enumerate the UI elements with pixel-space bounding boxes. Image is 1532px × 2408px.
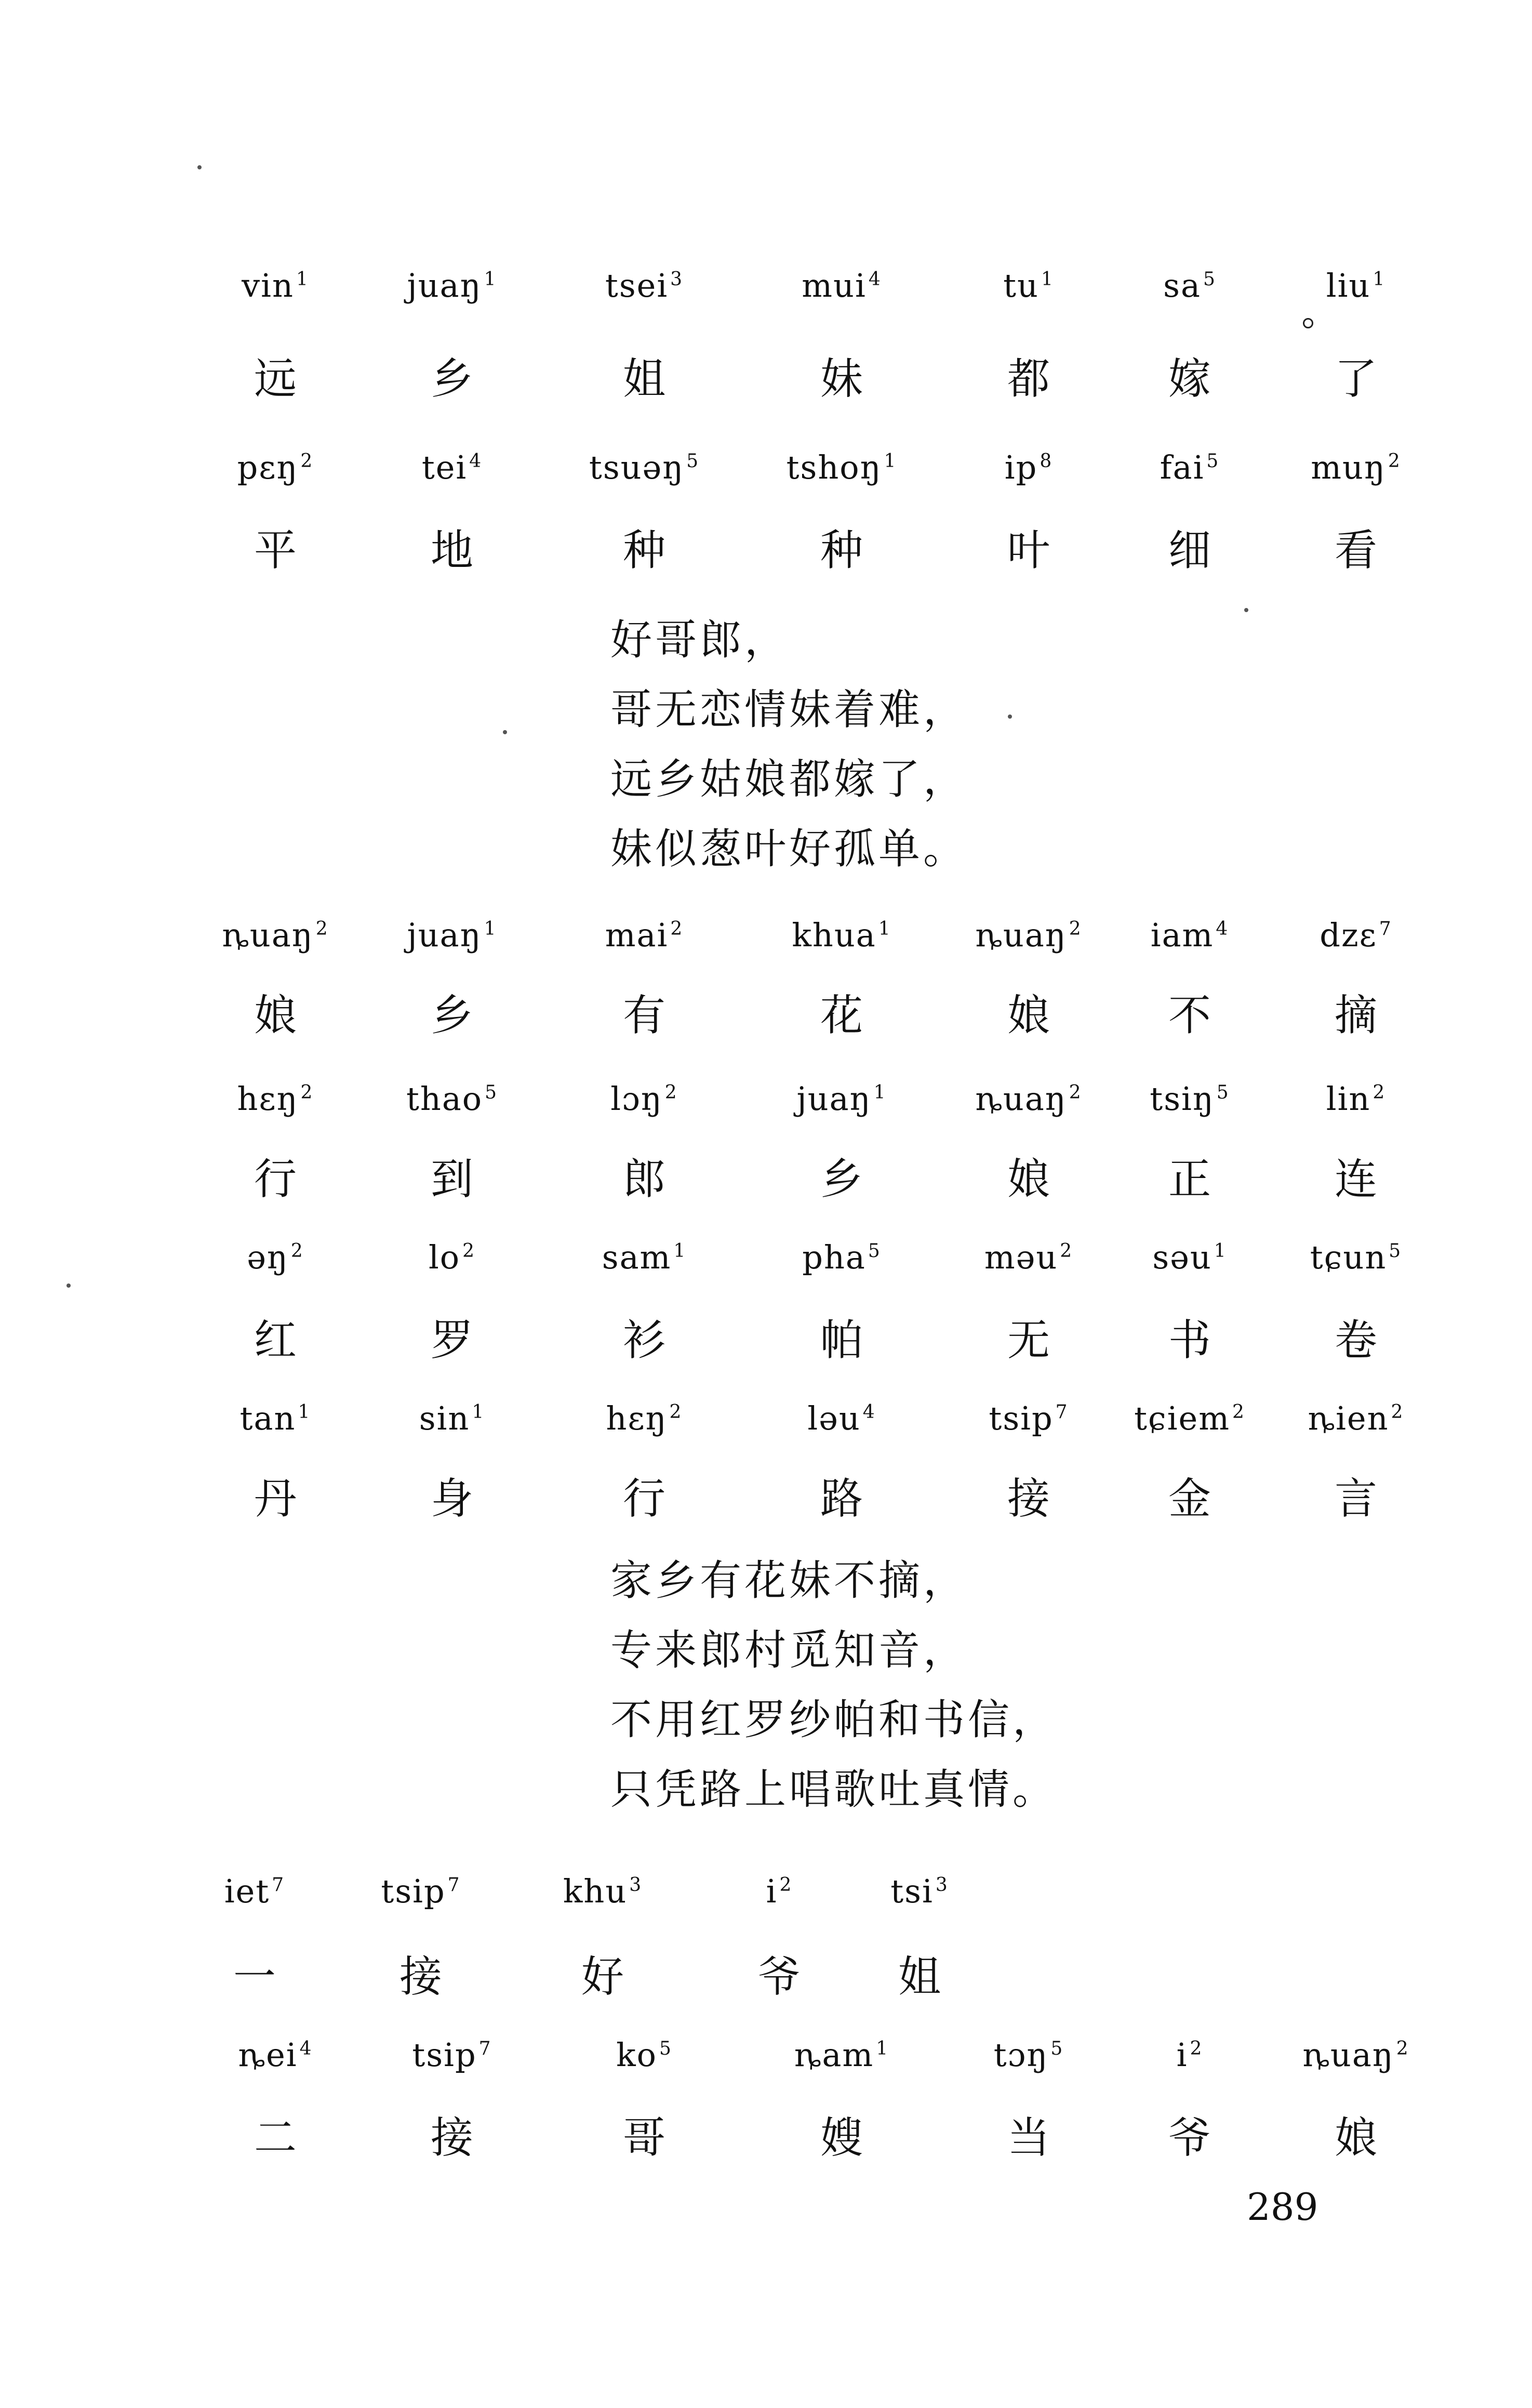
- hanzi-character: 细: [1168, 526, 1211, 575]
- romanized-word: mui $^4$: [802, 267, 882, 305]
- tone-number: 1: [873, 1082, 887, 1104]
- tone-number: 4: [868, 269, 882, 290]
- translation-block: [610, 1546, 1057, 1824]
- hanzi-character: 红: [254, 1316, 297, 1365]
- romanized-word: juaŋ $^1$: [407, 916, 497, 954]
- hanzi-character: 罗: [430, 1316, 474, 1365]
- hanzi-character: 身: [430, 1474, 474, 1524]
- romanized-word: juaŋ $^1$: [796, 1080, 887, 1118]
- romanized-word: dzɛ $^7$: [1320, 916, 1392, 954]
- hanzi-character: 嫁: [1168, 354, 1211, 404]
- translation-line: 远乡姑娘都嫁了，: [610, 755, 968, 803]
- tone-number: 5: [659, 2038, 672, 2060]
- romanized-word: ȵuaŋ $^2$: [975, 916, 1082, 954]
- romanized-word: lo $^2$: [428, 1238, 476, 1276]
- tone-number: 2: [1190, 2038, 1203, 2060]
- tone-number: 2: [462, 1240, 476, 1262]
- hanzi-character: 衫: [622, 1316, 666, 1365]
- romanized-word: khua $^1$: [792, 916, 891, 954]
- romanized-line: [0, 1078, 1532, 1156]
- hanzi-line: [0, 2112, 1532, 2190]
- hanzi-character: 娘: [1007, 1155, 1050, 1204]
- romanized-word: lɔŋ $^2$: [610, 1080, 678, 1118]
- translation-line: 哥无恋情妹着难，: [610, 685, 968, 734]
- romanized-word: hɛŋ $^2$: [237, 1080, 314, 1118]
- romanized-word: i $^2$: [766, 1872, 793, 1910]
- hanzi-character: 种: [820, 526, 863, 575]
- hanzi-character: 正: [1168, 1155, 1211, 1204]
- romanized-line: [0, 1398, 1532, 1476]
- hanzi-character: 接: [1007, 1474, 1050, 1524]
- print-speck: [1008, 715, 1012, 719]
- hanzi-character: 摘: [1334, 991, 1378, 1040]
- hanzi-character: 爷: [1168, 2113, 1211, 2163]
- romanized-line: [0, 447, 1532, 525]
- romanized-word: liu $^1$: [1326, 267, 1386, 305]
- tone-number: 3: [629, 1874, 643, 1896]
- hanzi-character: 地: [430, 526, 474, 575]
- romanized-word: tan $^1$: [239, 1399, 311, 1437]
- romanized-word: tsuəŋ $^5$: [589, 448, 700, 486]
- hanzi-character: 姐: [898, 1952, 941, 2002]
- hanzi-character: 言: [1334, 1474, 1378, 1524]
- romanized-word: tɕiem $^2$: [1134, 1399, 1245, 1437]
- hanzi-character: 行: [254, 1155, 297, 1204]
- translation-line: 家乡有花妹不摘，: [610, 1556, 968, 1605]
- hanzi-character: 帕: [820, 1316, 863, 1365]
- tone-number: 2: [664, 1082, 678, 1104]
- hanzi-character: 嫂: [820, 2113, 863, 2163]
- tone-number: 1: [878, 918, 891, 940]
- hanzi-character: 金: [1168, 1474, 1211, 1524]
- tone-number: 7: [1379, 918, 1392, 940]
- tone-number: 2: [1388, 451, 1401, 472]
- tone-number: 2: [1060, 1240, 1073, 1262]
- tone-number: 8: [1040, 451, 1053, 472]
- page-number: 289: [1247, 2185, 1318, 2229]
- tone-number: 1: [1214, 1240, 1227, 1262]
- tone-number: 2: [670, 918, 684, 940]
- tone-number: 1: [296, 269, 309, 290]
- romanized-word: ȵuaŋ $^2$: [1302, 2036, 1409, 2074]
- hanzi-character: 连: [1334, 1155, 1378, 1204]
- romanized-line: [0, 2034, 1532, 2112]
- romanized-word: tsip $^7$: [412, 2036, 492, 2074]
- hanzi-character: 妹: [820, 354, 863, 404]
- tone-number: 1: [298, 1401, 311, 1423]
- romanized-word: vin $^1$: [242, 267, 309, 305]
- hanzi-character: 好: [581, 1952, 624, 2002]
- hanzi-character: 不: [1168, 991, 1211, 1040]
- romanized-word: ip $^8$: [1004, 448, 1053, 486]
- romanized-word: sam $^1$: [602, 1238, 687, 1276]
- romanized-word: tu $^1$: [1003, 267, 1054, 305]
- tone-number: 1: [1373, 269, 1386, 290]
- romanized-line: [0, 915, 1532, 993]
- romanized-word: ȵien $^2$: [1308, 1399, 1404, 1437]
- hanzi-character: 叶: [1007, 526, 1050, 575]
- romanized-word: thao $^5$: [406, 1080, 498, 1118]
- romanized-word: hɛŋ $^2$: [606, 1399, 683, 1437]
- romanized-word: khu $^3$: [563, 1872, 643, 1910]
- hanzi-character: 娘: [254, 991, 297, 1040]
- print-ring-mark: [1303, 318, 1313, 328]
- tone-number: 7: [272, 1874, 285, 1896]
- hanzi-character: 了: [1334, 354, 1378, 404]
- tone-number: 7: [478, 2038, 492, 2060]
- tone-number: 2: [669, 1401, 683, 1423]
- tone-number: 1: [884, 451, 897, 472]
- hanzi-line: [0, 525, 1532, 603]
- translation-line: 只凭路上唱歌吐真情。: [610, 1765, 1057, 1814]
- romanized-word: tsip $^7$: [989, 1399, 1069, 1437]
- translation-block: [610, 605, 968, 884]
- tone-number: 1: [673, 1240, 687, 1262]
- hanzi-line: [0, 990, 1532, 1068]
- romanized-word: muŋ $^2$: [1311, 448, 1401, 486]
- tone-number: 2: [1069, 918, 1082, 940]
- hanzi-character: 花: [820, 991, 863, 1040]
- print-speck: [1244, 608, 1248, 612]
- tone-number: 2: [1391, 1401, 1404, 1423]
- print-speck: [503, 730, 507, 734]
- hanzi-character: 接: [399, 1952, 443, 2002]
- hanzi-line: [0, 1154, 1532, 1232]
- tone-number: 5: [686, 451, 700, 472]
- romanized-word: tshoŋ $^1$: [786, 448, 897, 486]
- tone-number: 2: [1069, 1082, 1082, 1104]
- hanzi-character: 卷: [1334, 1316, 1378, 1365]
- tone-number: 2: [1396, 2038, 1409, 2060]
- romanized-word: i $^2$: [1176, 2036, 1203, 2074]
- romanized-word: fai $^5$: [1160, 448, 1220, 486]
- romanized-word: mai $^2$: [605, 916, 684, 954]
- romanized-word: tsi $^3$: [890, 1872, 949, 1910]
- romanized-word: pha $^5$: [802, 1238, 881, 1276]
- tone-number: 4: [1216, 918, 1229, 940]
- hanzi-character: 平: [254, 526, 297, 575]
- romanized-line: [0, 1237, 1532, 1315]
- tone-number: 2: [300, 451, 314, 472]
- tone-number: 3: [935, 1874, 949, 1896]
- tone-number: 4: [469, 451, 483, 472]
- tone-number: 1: [472, 1401, 485, 1423]
- tone-number: 2: [290, 1240, 304, 1262]
- tone-number: 5: [1050, 2038, 1064, 2060]
- romanized-word: ləu $^4$: [807, 1399, 876, 1437]
- hanzi-line: [0, 1951, 1532, 2029]
- romanized-word: tsiŋ $^5$: [1150, 1080, 1230, 1118]
- romanized-word: iam $^4$: [1150, 916, 1229, 954]
- hanzi-character: 娘: [1007, 991, 1050, 1040]
- tone-number: 2: [779, 1874, 793, 1896]
- tone-number: 2: [1373, 1082, 1386, 1104]
- romanized-word: sin $^1$: [419, 1399, 485, 1437]
- hanzi-character: 到: [430, 1155, 474, 1204]
- romanized-word: sa $^5$: [1163, 267, 1216, 305]
- hanzi-character: 路: [820, 1474, 863, 1524]
- tone-number: 5: [868, 1240, 881, 1262]
- tone-number: 3: [670, 269, 684, 290]
- hanzi-line: [0, 1473, 1532, 1551]
- hanzi-line: [0, 1315, 1532, 1393]
- romanized-word: ȵei $^4$: [238, 2036, 313, 2074]
- romanized-word: tei $^4$: [421, 448, 483, 486]
- hanzi-character: 娘: [1334, 2113, 1378, 2163]
- tone-number: 7: [447, 1874, 461, 1896]
- romanized-line: [0, 265, 1532, 343]
- romanized-word: tɕun $^5$: [1310, 1238, 1402, 1276]
- hanzi-character: 爷: [757, 1952, 801, 2002]
- romanized-word: iet $^7$: [224, 1872, 285, 1910]
- hanzi-character: 乡: [820, 1155, 863, 1204]
- hanzi-character: 有: [622, 991, 666, 1040]
- romanized-word: tsip $^7$: [381, 1872, 461, 1910]
- romanized-word: pɛŋ $^2$: [237, 448, 314, 486]
- romanized-word: ȵuaŋ $^2$: [975, 1080, 1082, 1118]
- romanized-word: ȵuaŋ $^2$: [222, 916, 329, 954]
- hanzi-character: 乡: [430, 354, 474, 404]
- tone-number: 1: [876, 2038, 889, 2060]
- tone-number: 5: [1206, 451, 1220, 472]
- hanzi-character: 姐: [622, 354, 666, 404]
- tone-number: 2: [315, 918, 329, 940]
- romanized-word: ko $^5$: [616, 2036, 672, 2074]
- tone-number: 2: [300, 1082, 314, 1104]
- tone-number: 4: [299, 2038, 313, 2060]
- tone-number: 1: [484, 918, 497, 940]
- hanzi-character: 无: [1007, 1316, 1050, 1365]
- hanzi-character: 书: [1168, 1316, 1211, 1365]
- translation-line: 好哥郎，: [610, 616, 789, 664]
- tone-number: 2: [1232, 1401, 1245, 1423]
- romanized-word: ȵam $^1$: [794, 2036, 889, 2074]
- hanzi-character: 远: [254, 354, 297, 404]
- hanzi-character: 郎: [622, 1155, 666, 1204]
- hanzi-character: 行: [622, 1474, 666, 1524]
- hanzi-character: 丹: [254, 1474, 297, 1524]
- hanzi-character: 二: [254, 2113, 297, 2163]
- romanized-word: tsei $^3$: [605, 267, 684, 305]
- tone-number: 5: [485, 1082, 498, 1104]
- translation-line: 不用红罗纱帕和书信，: [610, 1696, 1057, 1744]
- romanized-word: əŋ $^2$: [247, 1238, 304, 1276]
- romanized-word: juaŋ $^1$: [407, 267, 497, 305]
- hanzi-character: 接: [430, 2113, 474, 2163]
- print-speck: [66, 1284, 71, 1288]
- tone-number: 4: [862, 1401, 876, 1423]
- romanized-word: səu $^1$: [1152, 1238, 1227, 1276]
- romanized-line: [0, 1871, 1532, 1949]
- hanzi-character: 当: [1007, 2113, 1050, 2163]
- hanzi-character: 都: [1007, 354, 1050, 404]
- print-speck: [197, 165, 202, 169]
- translation-line: 妹似葱叶好孤单。: [610, 825, 968, 873]
- tone-number: 5: [1389, 1240, 1402, 1262]
- hanzi-character: 哥: [622, 2113, 666, 2163]
- hanzi-character: 一: [233, 1952, 276, 2002]
- tone-number: 5: [1216, 1082, 1230, 1104]
- tone-number: 7: [1055, 1401, 1069, 1423]
- romanized-word: lin $^2$: [1326, 1080, 1386, 1118]
- tone-number: 1: [1041, 269, 1054, 290]
- hanzi-line: [0, 353, 1532, 431]
- romanized-word: tɔŋ $^5$: [993, 2036, 1064, 2074]
- hanzi-character: 种: [622, 526, 666, 575]
- romanized-word: məu $^2$: [984, 1238, 1073, 1276]
- hanzi-character: 看: [1334, 526, 1378, 575]
- hanzi-character: 乡: [430, 991, 474, 1040]
- tone-number: 5: [1203, 269, 1216, 290]
- tone-number: 1: [484, 269, 497, 290]
- translation-line: 专来郎村觅知音，: [610, 1626, 968, 1674]
